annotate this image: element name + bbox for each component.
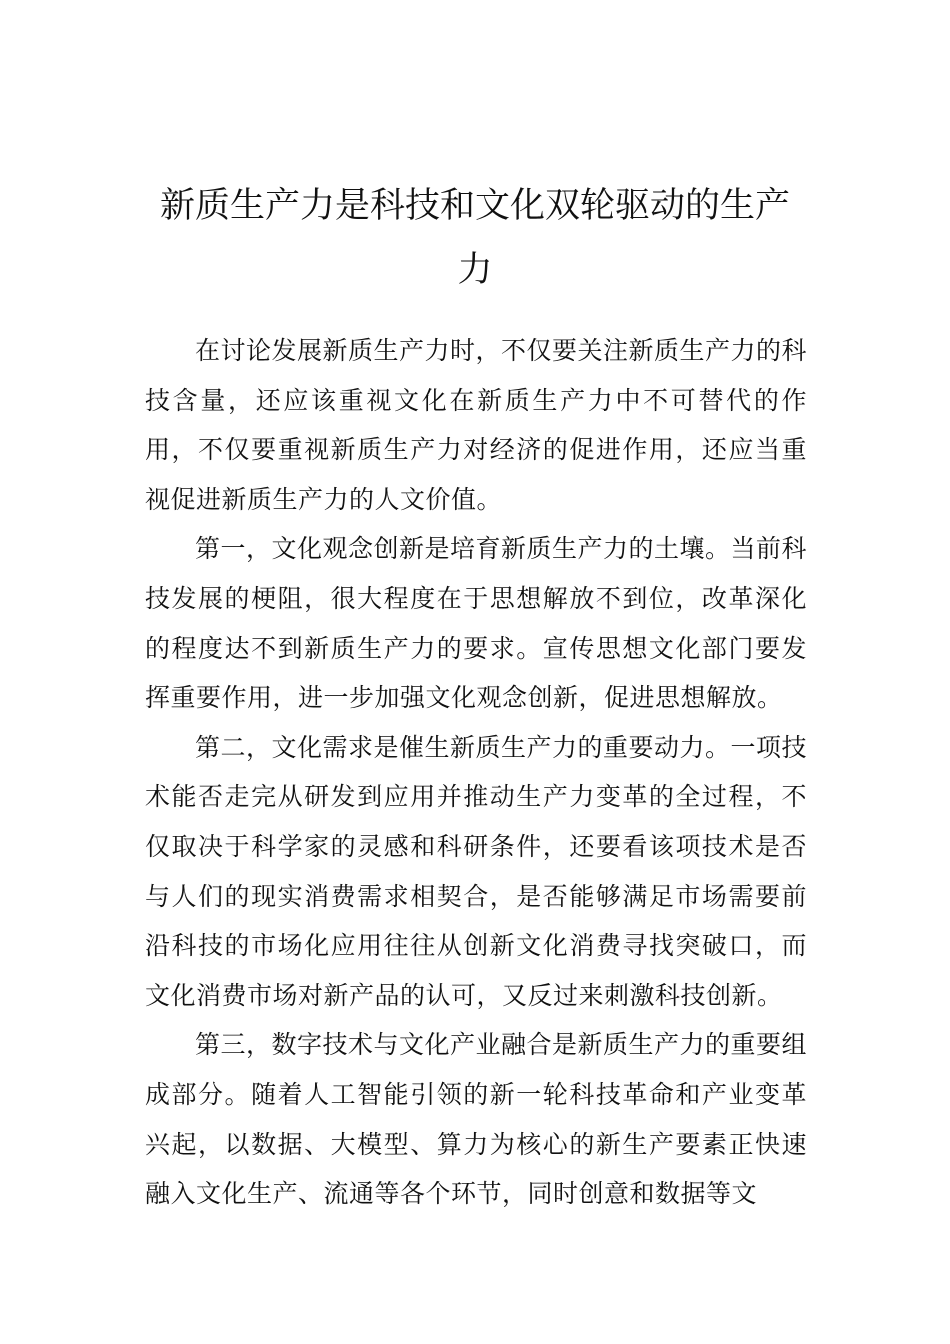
- document-body: [145, 326, 807, 1219]
- paragraph-first: 第一，文化观念创新是培育新质生产力的土壤。当前科技发展的梗阻，很大程度在于思想解放不到位，改革深化的程度达不到新质生产力的要求。宣传思想文化部门要发挥重要作用，进一步加强文化观念创新，促进思想解放。: [145, 534, 808, 713]
- paragraph-second: 第二，文化需求是催生新质生产力的重要动力。一项技术能否走完从研发到应用并推动生产力变革的全过程，不仅取决于科学家的灵感和科研条件，还要看该项技术是否与人们的现实消费需求相契合，是否能够满足市场需要前沿科技的市场化应用往往从创新文化消费寻找突破口，而文化消费市场对新产品的认可，又反过来刺激科技创新。: [145, 732, 808, 1010]
- paragraph-intro: 在讨论发展新质生产力时，不仅要关注新质生产力的科技含量，还应该重视文化在新质生产力中不可替代的作用，不仅要重视新质生产力对经济的促进作用，还应当重视促进新质生产力的人文价值。: [145, 336, 808, 514]
- paragraph-third: 第三，数字技术与文化产业融合是新质生产力的重要组成部分。随着人工智能引领的新一轮科技革命和产业变革兴起，以数据、大模型、算力为核心的新生产要素正快速融入文化生产、流通等各个环节，同时创意和数据等文: [145, 1030, 808, 1209]
- document-title: 新质生产力是科技和文化双轮驱动的生产力: [159, 186, 790, 290]
